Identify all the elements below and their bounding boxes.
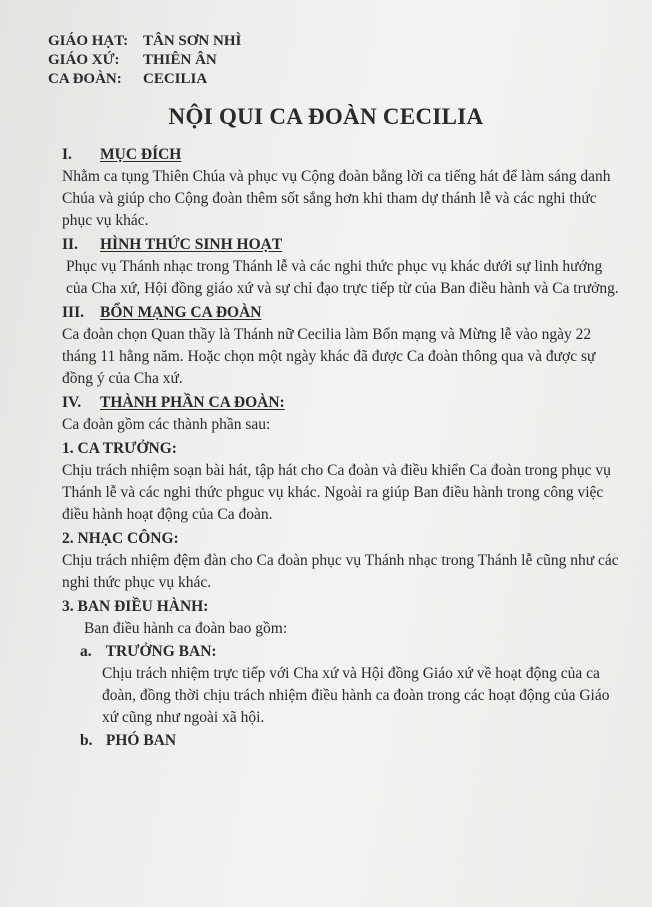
section-title: HÌNH THỨC SINH HOẠT: [100, 236, 283, 253]
header-key: GIÁO HẠT:: [48, 33, 129, 49]
member-paragraph: Chịu trách nhiệm soạn bài hát, tập hát cho Ca đoàn và điều khiển Ca đoàn trong phục vụ Thánh lễ và các nghi thức phguc vụ khác. Ngoài ra giúp Ban điều hành trong công việc điều hành hoạt động của Ca đoàn.: [62, 462, 611, 523]
member-heading: 2. NHẠC CÔNG:: [62, 530, 179, 547]
section-title: THÀNH PHẦN CA ĐOÀN:: [100, 394, 285, 411]
header-row-choir: [48, 70, 241, 89]
board-title: TRƯỞNG BAN:: [105, 643, 217, 660]
section-title: MỤC ĐÍCH: [100, 146, 182, 163]
member-paragraph: Chịu trách nhiệm đệm đàn cho Ca đoàn phục vụ Thánh nhạc trong Thánh lễ cũng như các nghi thức phục vụ khác.: [62, 552, 619, 591]
section-number: IV.: [62, 394, 82, 411]
section-paragraph: Phục vụ Thánh nhạc trong Thánh lễ và các nghi thức phục vụ khác dưới sự linh hướng của Cha xứ, Hội đồng giáo xứ và sự chỉ đạo trực tiếp từ của Ban điều hành và Ca trưởng.: [66, 258, 619, 297]
board-letter: b.: [80, 732, 93, 749]
section-number: III.: [62, 304, 84, 321]
section-paragraph: Ca đoàn gồm các thành phần sau:: [62, 416, 271, 433]
header-value: CECILIA: [143, 71, 208, 87]
header-value: TÂN SƠN NHÌ: [143, 33, 242, 49]
board-letter: a.: [80, 643, 92, 660]
section-heading: [62, 392, 622, 414]
header-value: THIÊN ÂN: [143, 52, 217, 68]
header-row-parish: [48, 51, 241, 70]
section-paragraph: Ca đoàn chọn Quan thầy là Thánh nữ Cecilia làm Bổn mạng và Mừng lễ vào ngày 22 tháng 11 hằng năm. Hoặc chọn một ngày khác đã được Ca đoàn thông qua và được sự đồng ý của Cha xứ.: [62, 326, 596, 387]
board-title: PHÓ BAN: [105, 732, 177, 749]
section-number: I.: [62, 146, 72, 163]
section-paragraph: Nhằm ca tụng Thiên Chúa và phục vụ Cộng đoàn bằng lời ca tiếng hát để làm sáng danh Chúa và giúp cho Cộng đoàn thêm sốt sắng hơn khi tham dự thánh lễ và các nghi thức phục vụ khác.: [62, 168, 611, 229]
section-heading: [62, 302, 622, 324]
header-key: GIÁO XỨ:: [48, 52, 120, 68]
section-heading: [62, 234, 622, 256]
document-body: [62, 142, 622, 752]
board-heading: [62, 641, 622, 663]
document-title: NỘI QUI CA ĐOÀN CECILIA: [168, 104, 484, 129]
header-row-deanery: [48, 32, 241, 51]
document-header: [48, 32, 241, 89]
member-heading: 3. BAN ĐIỀU HÀNH:: [62, 598, 209, 615]
board-paragraph: Chịu trách nhiệm trực tiếp với Cha xứ và Hội đồng Giáo xứ về hoạt động của ca đoàn, đồng thời chịu trách nhiệm điều hành ca đoàn trong các hoạt động của Giáo xứ cũng như ngoài xã hội.: [102, 665, 610, 726]
section-number: II.: [62, 236, 78, 253]
header-key: CA ĐOÀN:: [48, 71, 122, 87]
board-heading: [62, 730, 622, 752]
section-heading: [62, 144, 622, 166]
member-heading: 1. CA TRƯỞNG:: [62, 440, 177, 457]
section-title: BỔN MẠNG CA ĐOÀN: [100, 304, 262, 321]
member-paragraph: Ban điều hành ca đoàn bao gồm:: [84, 620, 288, 637]
